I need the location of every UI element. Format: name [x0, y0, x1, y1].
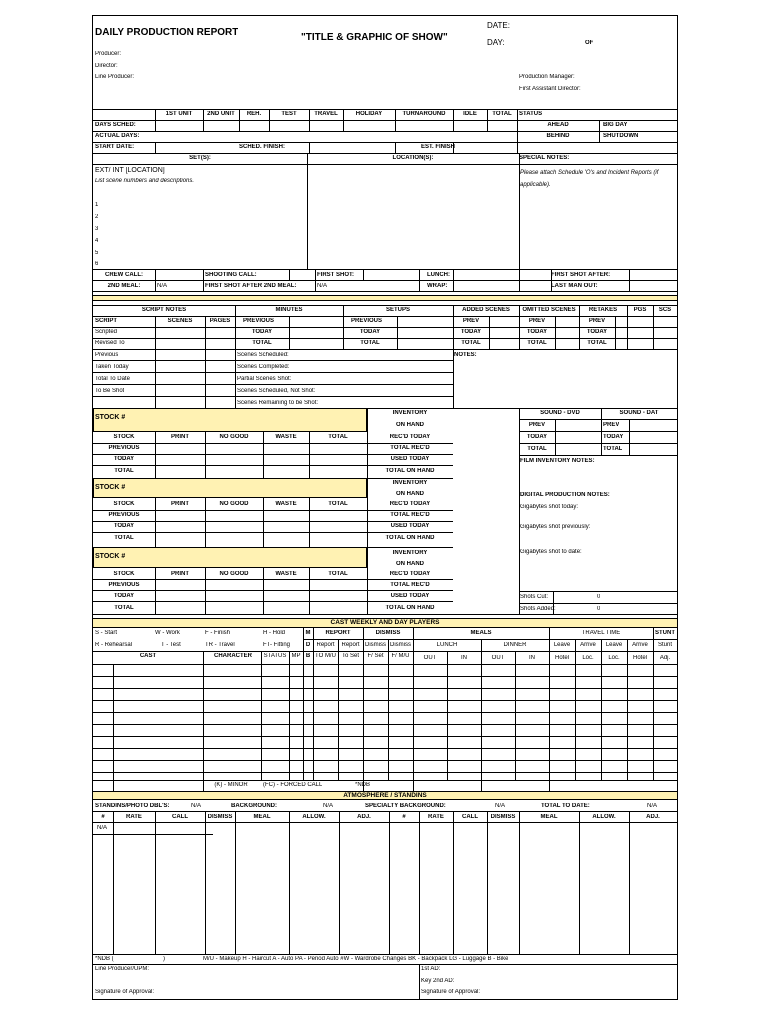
ndb-legend: *NDB	[355, 782, 371, 788]
days-col-2nd-unit: 2ND UNIT	[207, 111, 235, 117]
first-shot-after-2nd-value: N/A	[317, 283, 328, 289]
inv2-total-on-hand: TOTAL ON HAND	[385, 535, 435, 541]
dvd-today: TODAY	[526, 434, 548, 440]
stock1-previous: PREVIOUS	[108, 445, 140, 451]
first-shot-label: FIRST SHOT:	[317, 272, 354, 278]
stock-number-box-1	[93, 408, 367, 432]
sched-finish-label: SCHED. FINISH:	[239, 144, 286, 150]
shooting-call-label: SHOOTING CALL:	[205, 272, 257, 278]
scene-number-6: 6	[95, 261, 99, 267]
director-label: Director:	[95, 63, 118, 69]
crew-call-label: CREW CALL:	[105, 272, 143, 278]
stock2-col-waste: WASTE	[275, 501, 297, 507]
start-date-label: START DATE:	[95, 144, 135, 150]
status-behind: BEHIND	[546, 133, 570, 139]
film-inventory-notes: FILM INVENTORY NOTES:	[520, 458, 595, 464]
cast-b: B	[305, 653, 311, 659]
days-col-1st-unit: 1ST UNIT	[165, 111, 193, 117]
omitted-scenes-head: OMITTED SCENES	[522, 307, 576, 313]
stock3-today: TODAY	[113, 593, 135, 599]
scene-number-3: 3	[95, 226, 99, 232]
standins-label: STANDINS/PHOTO DBL'S:	[95, 803, 170, 809]
stock-number-box-2	[93, 478, 367, 498]
ndb-close: )	[163, 956, 165, 962]
dismiss-f-mu: Dismiss	[390, 642, 411, 648]
atmos2-col-call: CALL	[462, 814, 478, 820]
setups-today: TODAY	[359, 329, 381, 335]
inv2-inventory: INVENTORY	[392, 480, 428, 486]
stock2-col-stock: STOCK	[113, 501, 135, 507]
scenes-scheduled-not-shot: Scenes Scheduled, Not Shot:	[237, 388, 316, 394]
days-sched-label: DAYS SCHED:	[95, 122, 136, 128]
inv1-inventory: INVENTORY	[392, 410, 428, 416]
legend-travel: TR - Travel	[205, 642, 235, 648]
legend-fitting: FT- Fitting	[263, 642, 291, 648]
row-previous: Previous	[95, 352, 119, 358]
producer-label: Producer:	[95, 51, 122, 57]
dismiss-sub2-set: F/ Set	[367, 653, 384, 659]
shots-cut-label: Shots Cut:	[520, 594, 549, 600]
production-manager-label: Production Manager:	[519, 74, 575, 80]
legend-start: S - Start	[95, 630, 118, 636]
separator-band	[93, 295, 677, 301]
scene-number-4: 4	[95, 238, 99, 244]
stock-number-3: STOCK #	[95, 553, 126, 560]
gigabytes-today: Gigabytes shot today:	[520, 504, 579, 510]
production-report-sheet	[92, 15, 678, 1000]
dat-today: TODAY	[603, 434, 624, 440]
setups-head: SETUPS	[385, 307, 410, 313]
stunt-sub: Stunt	[657, 642, 672, 648]
wrap-label: WRAP:	[427, 283, 448, 289]
report-to-mu: Report	[316, 642, 335, 648]
inv3-used-today: USED TODAY	[390, 593, 430, 599]
added-scenes-head: ADDED SCENES	[462, 307, 510, 313]
first-ad-label: First Assistant Director:	[519, 86, 581, 92]
days-col-reh: REH.	[246, 111, 262, 117]
stock1-today: TODAY	[113, 456, 135, 462]
added-prev: PREV	[462, 318, 480, 324]
shots-added-value: 0	[597, 606, 601, 612]
atmos2-col-rate: RATE	[428, 814, 444, 820]
inv1-total-on-hand: TOTAL ON HAND	[385, 468, 435, 474]
inv3-on-hand: ON HAND	[396, 561, 424, 567]
background-label: BACKGROUND:	[231, 803, 277, 809]
travel-arrive-loc: Arrive	[580, 642, 596, 648]
row-total-to-date: Total To Date	[95, 376, 130, 382]
cast-section-title: CAST WEEKLY AND DAY PLAYERS	[93, 618, 677, 628]
stock-col-print: PRINT	[171, 434, 189, 440]
days-col-total: TOTAL	[492, 111, 512, 117]
atmos-col-dismiss: DISMISS	[207, 814, 233, 820]
est-finish-label: EST. FINISH	[421, 144, 456, 150]
travel-sub2-loc2: Loc.	[608, 655, 620, 661]
stock3-col-print: PRINT	[171, 571, 189, 577]
cast-report: REPORT	[325, 630, 351, 636]
second-meal-label: 2ND MEAL:	[107, 283, 141, 289]
gigabytes-previously: Gigabytes shot previously:	[520, 524, 591, 530]
scenes-completed: Scenes Completed:	[237, 364, 290, 370]
dinner-out: OUT	[491, 655, 505, 661]
minutes-head: MINUTES	[275, 307, 303, 313]
gigabytes-to-date: Gigabytes shot to date:	[520, 549, 582, 555]
line-producer-label: Line Producer:	[95, 74, 135, 80]
background-na: N/A	[323, 803, 334, 809]
stock3-col-total: TOTAL	[328, 571, 348, 577]
minutes-today: TODAY	[251, 329, 273, 335]
inv2-recd-today: REC'D TODAY	[389, 501, 431, 507]
total-to-date-na: N/A	[647, 803, 658, 809]
cast-dinner: DINNER	[503, 642, 527, 648]
stock3-previous: PREVIOUS	[108, 582, 140, 588]
inv1-total-recd: TOTAL REC'D	[390, 445, 430, 451]
cast-stunt: STUNT	[655, 630, 675, 636]
row-revised-to: Revised To	[95, 340, 125, 346]
day-label: DAY:	[487, 38, 505, 47]
scene-number-5: 5	[95, 250, 99, 256]
travel-sub2-hotel: Hotel	[554, 655, 569, 661]
stock2-col-print: PRINT	[171, 501, 189, 507]
row-to-be-shot: To Be Shot	[95, 388, 125, 394]
added-today: TODAY	[460, 329, 482, 335]
footer-legend: M/U - Makeup H - Haircut A - Auto PA - Period Auto #W - Wardrobe Changes BK - Backpack LG - Luggage B - Bike	[203, 956, 509, 962]
inv3-inventory: INVENTORY	[392, 550, 428, 556]
list-scenes-text: List scene numbers and descriptions.	[95, 178, 195, 184]
retakes-prev: PREV	[588, 318, 606, 324]
status-shutdown: SHUTDOWN	[603, 133, 639, 139]
scs-head: SCS	[658, 307, 672, 313]
scenes-scheduled: Scenes Scheduled:	[237, 352, 289, 358]
atmos-col-meal: MEAL	[253, 814, 271, 820]
stock3-col-waste: WASTE	[275, 571, 297, 577]
stock3-col-no-good: NO GOOD	[219, 571, 249, 577]
report-sub2-mu: TO M/U	[315, 653, 336, 659]
signature-right: Signature of Approval:	[421, 989, 481, 995]
inv1-on-hand: ON HAND	[396, 422, 424, 428]
cast-status: STATUS	[263, 653, 287, 659]
lunch-out: OUT	[423, 655, 437, 661]
status-big-day: BIG DAY	[603, 122, 628, 128]
inv1-used-today: USED TODAY	[390, 456, 430, 462]
omitted-total: TOTAL	[527, 340, 547, 346]
of-label: OF	[585, 40, 594, 46]
stock-number-box-3	[93, 547, 367, 568]
digital-production-notes: DIGITAL PRODUCTION NOTES:	[520, 492, 610, 498]
cast-m: M	[305, 630, 311, 636]
forced-call-legend: (FC) - FORCED CALL	[263, 782, 323, 788]
report-title: DAILY PRODUCTION REPORT	[95, 27, 239, 38]
footer-1st-ad: 1st AD:	[421, 966, 441, 972]
days-col-idle: IDLE	[463, 111, 477, 117]
sets-label: SET(S):	[189, 155, 211, 161]
pages-sub: PAGES	[209, 318, 231, 324]
script-sub: SCRIPT	[95, 318, 118, 324]
stock-number-2: STOCK #	[95, 484, 126, 491]
stock-col-stock: STOCK	[113, 434, 135, 440]
stock-number-1: STOCK #	[95, 414, 126, 421]
locations-label: LOCATION(S):	[392, 155, 434, 161]
actual-days-label: ACTUAL DAYS:	[95, 133, 140, 139]
date-label: DATE:	[487, 21, 510, 30]
total-to-date-label: TOTAL TO DATE:	[541, 803, 590, 809]
atmos-col-call: CALL	[172, 814, 188, 820]
stock-col-waste: WASTE	[275, 434, 297, 440]
cast-col-label: CAST	[139, 653, 157, 659]
ndb-open: *NDB (	[95, 956, 114, 962]
days-col-travel: TRAVEL	[314, 111, 338, 117]
stock2-col-total: TOTAL	[328, 501, 348, 507]
stock3-total: TOTAL	[114, 605, 134, 611]
legend-work: W - Work	[155, 630, 180, 636]
atmos-col-adj: ADJ.	[357, 814, 371, 820]
travel-leave-hotel: Leave	[553, 642, 571, 648]
inv2-used-today: USED TODAY	[390, 523, 430, 529]
atmos-col-allow: ALLOW.	[302, 814, 326, 820]
inv2-total-recd: TOTAL REC'D	[390, 512, 430, 518]
added-total: TOTAL	[461, 340, 481, 346]
cast-d: D	[305, 642, 311, 648]
legend-hold: H - Hold	[263, 630, 286, 636]
cast-travel-time: TRAVEL TIME	[581, 630, 621, 636]
script-notes-head: SCRIPT NOTES	[141, 307, 187, 313]
first-shot-after-2nd-label: FIRST SHOT AFTER 2ND MEAL:	[205, 283, 297, 289]
special-notes-label: SPECIAL NOTES:	[519, 155, 570, 161]
scenes-sub: SCENES	[167, 318, 193, 324]
atmos-row-na: N/A	[97, 825, 108, 831]
dvd-total: TOTAL	[527, 446, 547, 452]
minutes-total: TOTAL	[252, 340, 272, 346]
minor-legend: (K) - MINOR	[214, 782, 248, 788]
retakes-total: TOTAL	[587, 340, 607, 346]
dat-total: TOTAL	[603, 446, 623, 452]
status-ahead: AHEAD	[547, 122, 569, 128]
sound-dat-head: SOUND - DAT	[619, 410, 659, 416]
standins-na: N/A	[191, 803, 202, 809]
stock2-today: TODAY	[113, 523, 135, 529]
inv3-recd-today: REC'D TODAY	[389, 571, 431, 577]
report-to-set: Report	[341, 642, 360, 648]
specialty-na: N/A	[495, 803, 506, 809]
atmos2-col-adj: ADJ.	[646, 814, 660, 820]
inv3-total-recd: TOTAL REC'D	[390, 582, 430, 588]
lunch-in: IN	[461, 655, 467, 661]
ext-int-location: EXT/ INT [LOCATION]	[95, 167, 165, 174]
dat-prev: PREV	[603, 422, 620, 428]
specialty-background-label: SPECIALTY BACKGROUND:	[365, 803, 446, 809]
first-shot-after-label: FIRST SHOT AFTER:	[551, 272, 611, 278]
cast-mp: MP	[291, 653, 301, 659]
days-col-turnaround: TURNAROUND	[402, 111, 446, 117]
partial-scenes-shot: Partial Scenes Shot:	[237, 376, 292, 382]
atmos-col-num: #	[101, 814, 105, 820]
days-col-holiday: HOLIDAY	[355, 111, 383, 117]
lunch-label: LUNCH:	[427, 272, 450, 278]
stock2-previous: PREVIOUS	[108, 512, 140, 518]
atmos-col-rate: RATE	[126, 814, 142, 820]
scenes-remaining: Scenes Remaining to be Shot:	[237, 400, 319, 406]
footer-key-2nd-ad: Key 2nd AD:	[421, 978, 455, 984]
row-scripted: Scripted	[95, 329, 118, 335]
row-taken-today: Taken Today	[95, 364, 129, 370]
legend-finish: F - Finish	[205, 630, 231, 636]
atmos2-col-dismiss: DISMISS	[490, 814, 516, 820]
inv3-total-on-hand: TOTAL ON HAND	[385, 605, 435, 611]
stock-col-total: TOTAL	[328, 434, 348, 440]
second-meal-value: N/A	[157, 283, 168, 289]
shots-cut-value: 0	[597, 594, 601, 600]
pgs-head: PGS	[633, 307, 647, 313]
travel-leave-loc: Leave	[605, 642, 623, 648]
atmos2-col-meal: MEAL	[540, 814, 558, 820]
retakes-head: RETAKES	[588, 307, 618, 313]
sound-dvd-head: SOUND - DVD	[540, 410, 580, 416]
scene-number-2: 2	[95, 214, 99, 220]
last-man-out-label: LAST MAN OUT:	[551, 283, 598, 289]
cast-dismiss: DISMISS	[375, 630, 401, 636]
stock2-total: TOTAL	[114, 535, 134, 541]
line-producer-upm: Line Producer/UPM:	[95, 966, 150, 972]
inv2-on-hand: ON HAND	[396, 491, 424, 497]
setups-total: TOTAL	[360, 340, 380, 346]
days-col-status: STATUS	[519, 111, 543, 117]
travel-arrive-hotel: Arrive	[632, 642, 648, 648]
cast-meals: MEALS	[470, 630, 492, 636]
dismiss-f-set: Dismiss	[365, 642, 386, 648]
travel-sub2-hotel2: Hotel	[632, 655, 647, 661]
atmos2-col-num: #	[402, 814, 406, 820]
cast-character: CHARACTER	[214, 653, 252, 659]
stock2-col-no-good: NO GOOD	[219, 501, 249, 507]
attach-note: Please attach Schedule 'O's and Incident Reports (if applicable).	[520, 170, 659, 188]
report-sub2-set: To Set	[341, 653, 359, 659]
retakes-today: TODAY	[586, 329, 608, 335]
omitted-today: TODAY	[526, 329, 548, 335]
omitted-prev: PREV	[528, 318, 546, 324]
dvd-prev: PREV	[528, 422, 546, 428]
stock3-col-stock: STOCK	[113, 571, 135, 577]
show-title: "TITLE & GRAPHIC OF SHOW"	[301, 32, 448, 43]
scene-number-1: 1	[95, 202, 99, 208]
script-notes-notes: NOTES:	[454, 352, 477, 358]
legend-test: T - Test	[161, 642, 181, 648]
signature-left: Signature of Approval:	[95, 989, 155, 995]
dismiss-sub2-mu: F/ M/U	[391, 653, 410, 659]
atmosphere-title: ATMOSPHERE / STANDINS	[93, 791, 677, 800]
cast-lunch: LUNCH	[436, 642, 458, 648]
dinner-in: IN	[529, 655, 535, 661]
shots-added-label: Shots Added:	[520, 606, 556, 612]
travel-sub2-loc: Loc.	[582, 655, 594, 661]
stunt-adj: Adj.	[659, 655, 671, 661]
inv1-recd-today: REC'D TODAY	[389, 434, 431, 440]
days-col-test: TEST	[281, 111, 297, 117]
minutes-previous: PREVIOUS	[243, 318, 275, 324]
stock1-total: TOTAL	[114, 468, 134, 474]
legend-rehearsal: R - Rehearsal	[95, 642, 133, 648]
atmos2-col-allow: ALLOW.	[592, 814, 616, 820]
setups-previous: PREVIOUS	[351, 318, 383, 324]
stock-col-no-good: NO GOOD	[219, 434, 249, 440]
